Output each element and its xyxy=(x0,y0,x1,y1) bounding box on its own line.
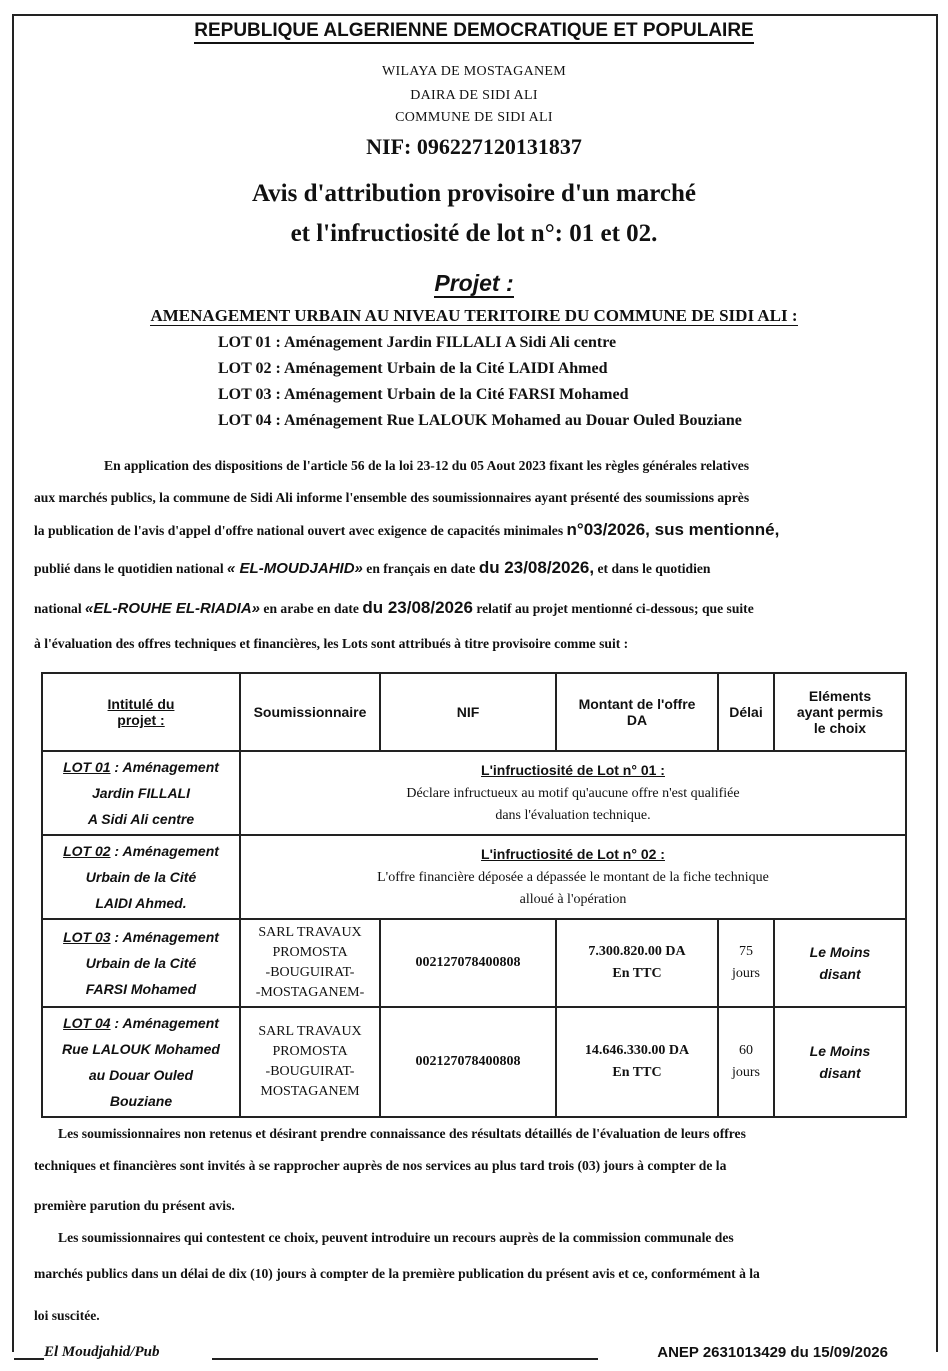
lot-cell: LOT 02 : Aménagement Urbain de la Cité LAIDI Ahmed. xyxy=(42,835,240,919)
intro-line: publié dans le quotidien national « EL-MOUDJAHID» en français en date du 23/08/2026, et dans le quotidien xyxy=(34,558,711,577)
table-header-row xyxy=(42,673,906,751)
table-row xyxy=(42,835,906,919)
delai-cell: 75 jours xyxy=(718,919,774,1007)
table-row xyxy=(42,751,906,835)
wilaya-line: WILAYA DE MOSTAGANEM xyxy=(381,64,567,79)
header-elements: Eléments ayant permis le choix xyxy=(774,673,906,751)
table-row xyxy=(42,1007,906,1117)
infructuosite-cell: L'infructiosité de Lot n° 02 : L'offre financière déposée a dépassée le montant de la fiche technique alloué à l'opération xyxy=(240,835,906,919)
lot-list-item: LOT 04 : Aménagement Rue LALOUK Mohamed au Douar Ouled Bouziane xyxy=(218,412,742,429)
footer-rule-left xyxy=(14,1358,44,1360)
footer-rule-right xyxy=(212,1358,598,1360)
avis-title-line2: et l'infructiosité de lot n°: 01 et 02. xyxy=(290,220,658,247)
closing-line: Les soumissionnaires qui contestent ce choix, peuvent introduire un recours auprès de la commission communale des xyxy=(58,1230,734,1245)
delai-cell: 60 jours xyxy=(718,1007,774,1117)
lot-cell: LOT 01 : Aménagement Jardin FILLALI A Sidi Ali centre xyxy=(42,751,240,835)
closing-line: loi suscitée. xyxy=(34,1308,100,1323)
intro-line: à l'évaluation des offres techniques et financières, les Lots sont attribués à titre provisoire comme suit : xyxy=(34,636,629,651)
elements-cell: Le Moins disant xyxy=(774,1007,906,1117)
header-intitule: Intitulé du projet : xyxy=(42,673,240,751)
footer-anep-ref: ANEP 2631013429 du 15/09/2026 xyxy=(657,1344,888,1361)
projet-title: AMENAGEMENT URBAIN AU NIVEAU TERITOIRE DU COMMUNE DE SIDI ALI : xyxy=(150,306,798,325)
lot-list-item: LOT 03 : Aménagement Urbain de la Cité FARSI Mohamed xyxy=(218,386,629,403)
closing-line: première parution du présent avis. xyxy=(34,1198,235,1213)
elements-cell: Le Moins disant xyxy=(774,919,906,1007)
nif-cell: 002127078400808 xyxy=(380,1007,556,1117)
header-delai: Délai xyxy=(718,673,774,751)
lot-cell: LOT 03 : Aménagement Urbain de la Cité FARSI Mohamed xyxy=(42,919,240,1007)
intro-line: national «EL-ROUHE EL-RIADIA» en arabe en date du 23/08/2026 relatif au projet mentionné ci-dessous; que suite xyxy=(34,598,754,617)
soumissionnaire-cell: SARL TRAVAUX PROMOSTA -BOUGUIRAT- MOSTAGANEM xyxy=(240,1007,380,1117)
commune-line: COMMUNE DE SIDI ALI xyxy=(395,110,553,125)
header-montant: Montant de l'offre DA xyxy=(556,673,718,751)
closing-line: Les soumissionnaires non retenus et désirant prendre connaissance des résultats détaillés de l'évaluation de leurs offres xyxy=(58,1126,746,1141)
montant-cell: 14.646.330.00 DA En TTC xyxy=(556,1007,718,1117)
commune-nif: NIF: 096227120131837 xyxy=(366,134,582,159)
lot-list-item: LOT 01 : Aménagement Jardin FILLALI A Sidi Ali centre xyxy=(218,334,617,351)
attribution-table xyxy=(41,672,907,1118)
infructuosite-cell: L'infructiosité de Lot n° 01 : Déclare infructueux au motif qu'aucune offre n'est qualifiée dans l'évaluation technique. xyxy=(240,751,906,835)
footer-publisher: El Moudjahid/Pub xyxy=(44,1344,160,1360)
lot-list-item: LOT 02 : Aménagement Urbain de la Cité LAIDI Ahmed xyxy=(218,360,608,377)
intro-line: la publication de l'avis d'appel d'offre national ouvert avec exigence de capacités minimales n°03/2026, sus mentionné, xyxy=(34,520,780,539)
daira-line: DAIRA DE SIDI ALI xyxy=(410,88,538,103)
closing-line: techniques et financières sont invités à se rapprocher auprès de nos services au plus tard trois (03) jours à compter de la xyxy=(34,1158,727,1173)
header-nif: NIF xyxy=(380,673,556,751)
avis-title-line1: Avis d'attribution provisoire d'un marché xyxy=(251,180,697,207)
lot-cell: LOT 04 : Aménagement Rue LALOUK Mohamed au Douar Ouled Bouziane xyxy=(42,1007,240,1117)
header-soumissionnaire: Soumissionnaire xyxy=(240,673,380,751)
projet-label: Projet : xyxy=(434,270,514,296)
republic-title: REPUBLIQUE ALGERIENNE DEMOCRATIQUE ET POPULAIRE xyxy=(0,20,948,42)
soumissionnaire-cell: SARL TRAVAUX PROMOSTA -BOUGUIRAT- -MOSTAGANEM- xyxy=(240,919,380,1007)
table-row xyxy=(42,919,906,1007)
intro-line: En application des dispositions de l'article 56 de la loi 23-12 du 05 Aout 2023 fixant les règles générales relatives xyxy=(104,458,750,473)
closing-line: marchés publics dans un délai de dix (10) jours à compter de la première publication du présent avis et ce, conformément à la xyxy=(34,1266,760,1281)
montant-cell: 7.300.820.00 DA En TTC xyxy=(556,919,718,1007)
intro-line: aux marchés publics, la commune de Sidi Ali informe l'ensemble des soumissionnaires ayant présenté des soumissions après xyxy=(34,490,750,505)
nif-cell: 002127078400808 xyxy=(380,919,556,1007)
